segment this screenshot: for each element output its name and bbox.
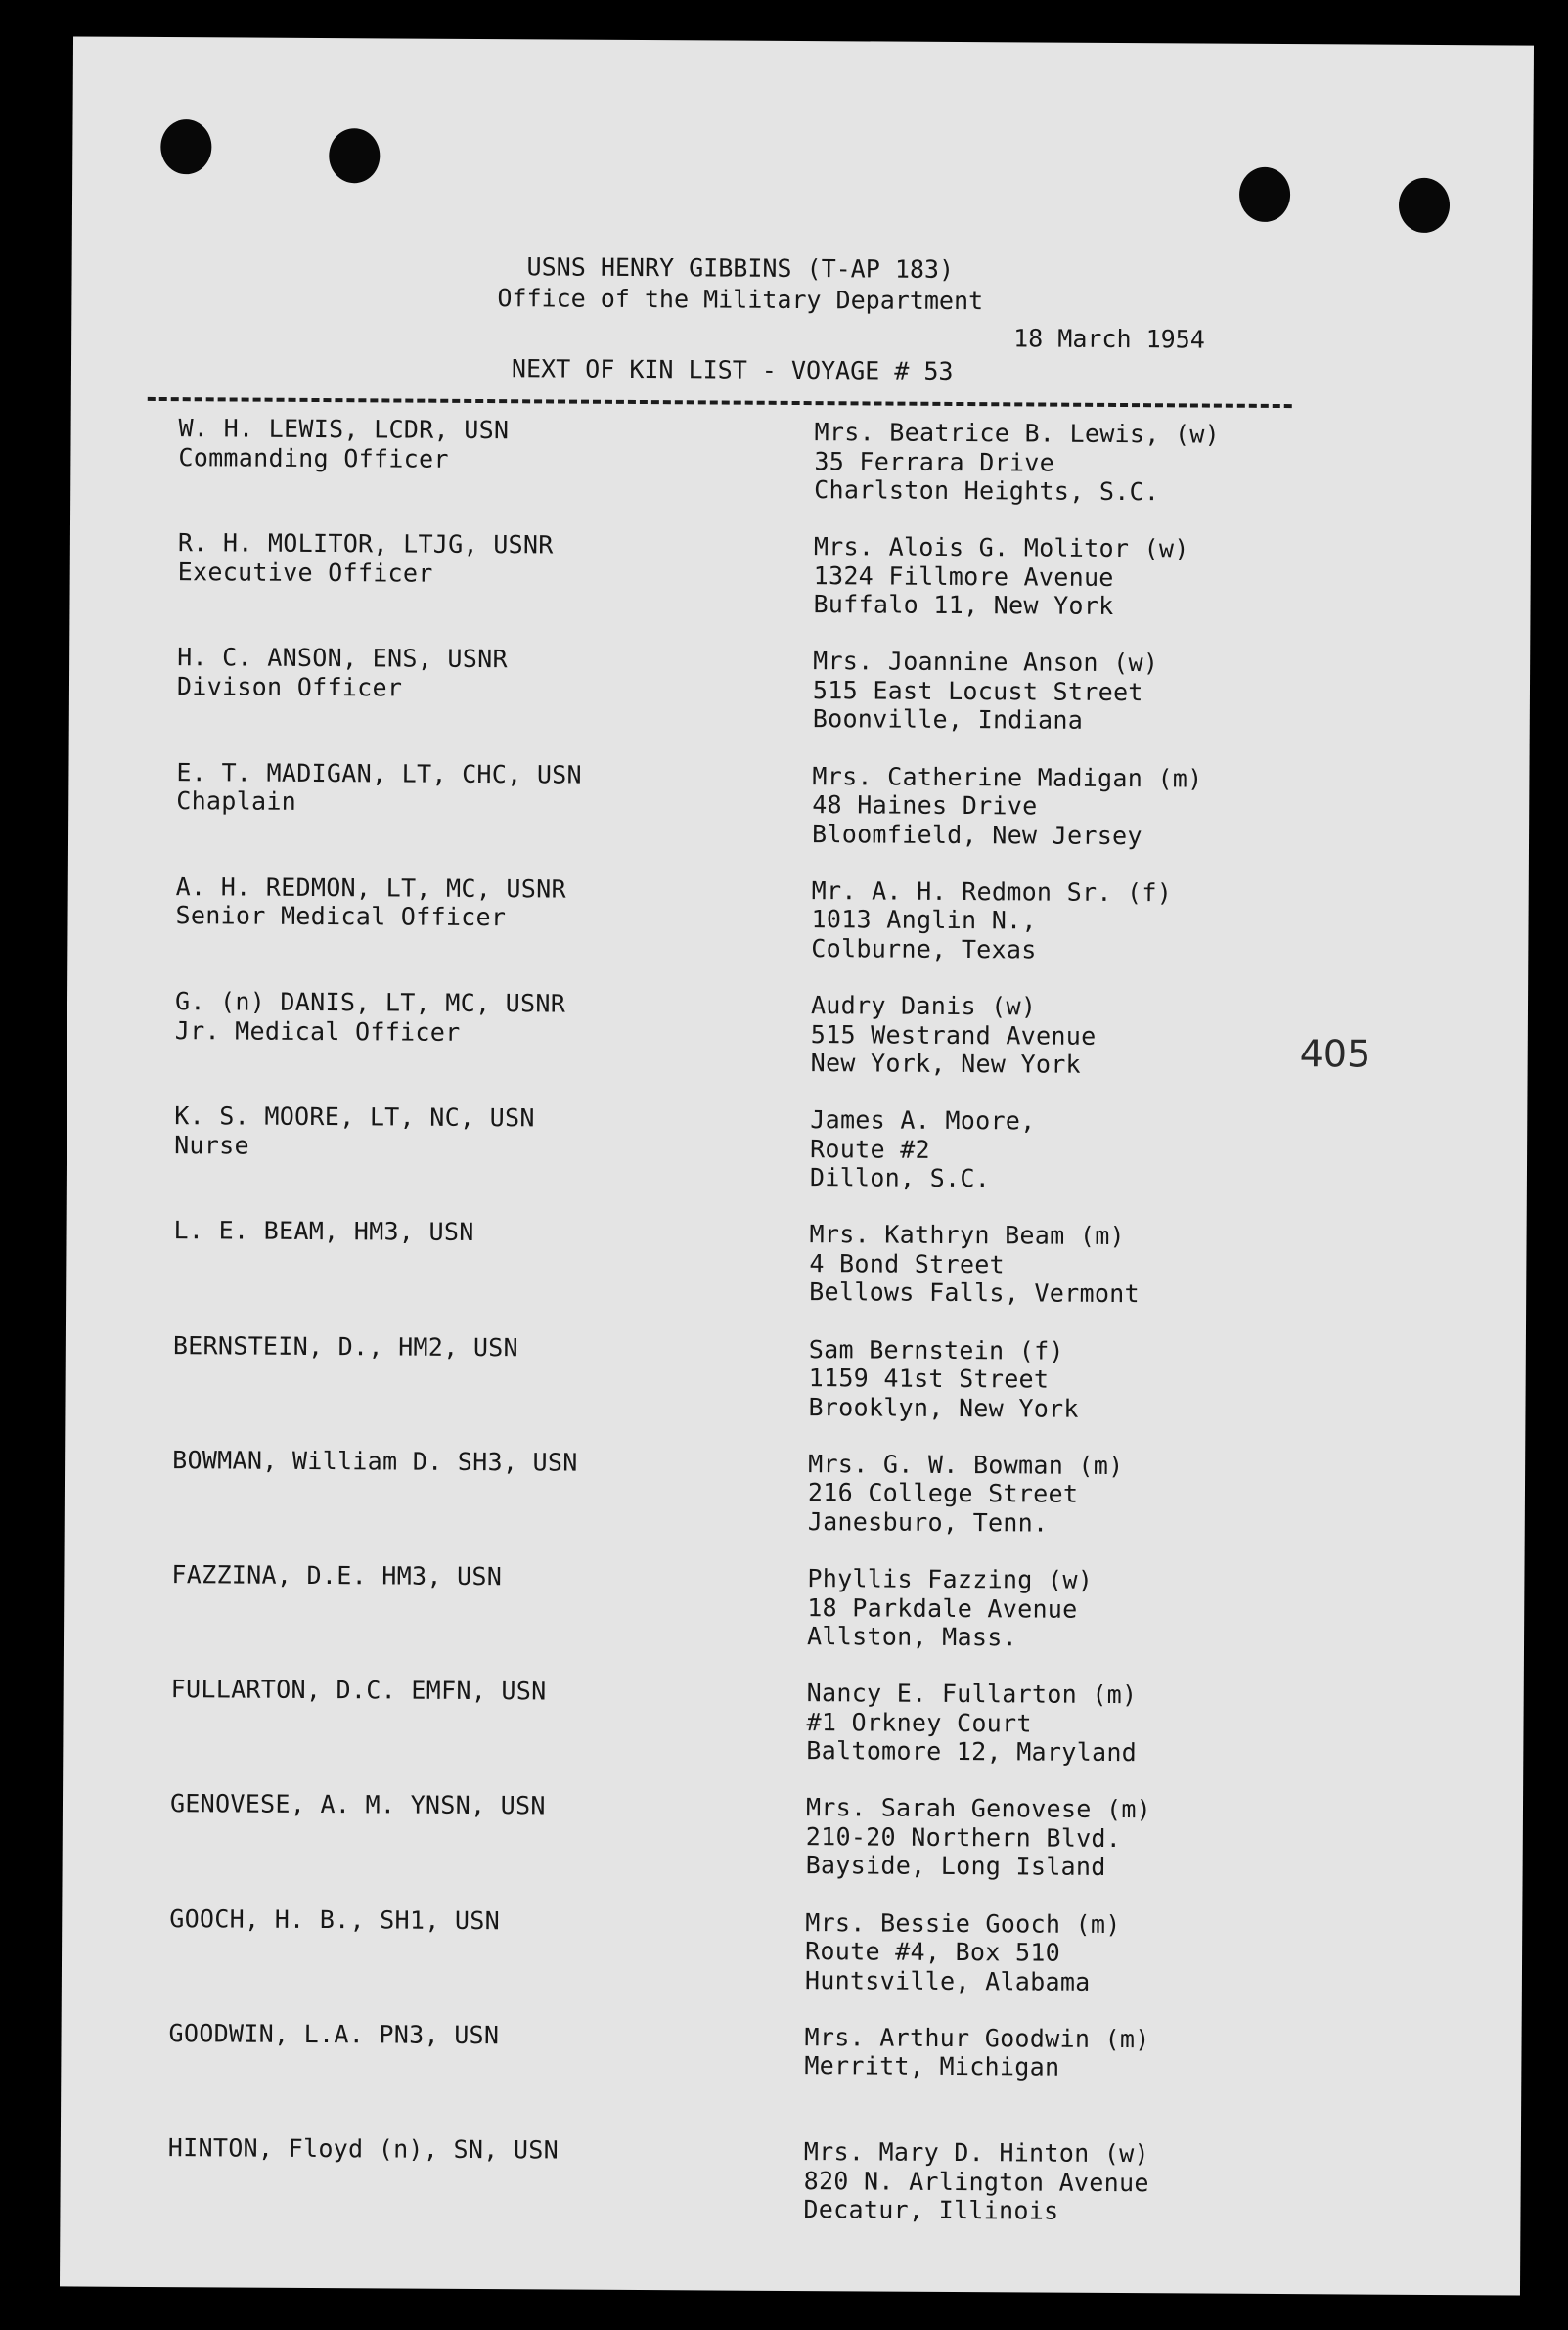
service-member: [178, 414, 509, 473]
next-of-kin: [811, 876, 1172, 965]
punch-hole-icon: [1239, 167, 1290, 222]
kin-address-line: Route #2: [810, 1134, 931, 1164]
service-member: [170, 1789, 546, 1820]
member-title: Nurse: [174, 1130, 249, 1160]
member-name: GOOCH, H. B., SH1, USN: [169, 1904, 501, 1935]
next-of-kin: [804, 2023, 1149, 2083]
kin-name: Mrs. Catherine Madigan (m): [812, 761, 1203, 793]
member-name: FULLARTON, D.C. EMFN, USN: [170, 1675, 547, 1706]
list-entry: [60, 2132, 1521, 2239]
member-title: Divison Officer: [176, 672, 403, 702]
member-name: GENOVESE, A. M. YNSN, USN: [169, 1789, 546, 1820]
service-member: [172, 1446, 578, 1477]
next-of-kin: [812, 762, 1203, 851]
kin-address-line: 1324 Fillmore Avenue: [813, 560, 1114, 592]
kin-name: Mrs. G. W. Bowman (m): [808, 1449, 1124, 1480]
next-of-kin: [806, 1793, 1152, 1882]
kin-name: Mrs. Kathryn Beam (m): [809, 1220, 1126, 1251]
kin-address-line: Buffalo 11, New York: [813, 590, 1114, 621]
kin-address-line: Merritt, Michigan: [804, 2051, 1060, 2082]
kin-address-line: Janesburo, Tenn.: [807, 1506, 1049, 1538]
kin-address-line: 216 College Street: [807, 1478, 1079, 1509]
kin-address-line: Baltomore 12, Maryland: [806, 1736, 1138, 1768]
member-name: L. E. BEAM, HM3, USN: [173, 1216, 474, 1247]
kin-address-line: #1 Orkney Court: [806, 1707, 1032, 1738]
list-entry: [67, 872, 1529, 978]
member-title: Commanding Officer: [178, 442, 449, 473]
kin-address-line: Allston, Mass.: [806, 1622, 1018, 1652]
service-member: [171, 1675, 547, 1706]
list-entry: [67, 1101, 1528, 1208]
next-of-kin: [811, 991, 1097, 1079]
member-name: HINTON, Floyd (n), SN, USN: [167, 2133, 560, 2165]
list-title: NEXT OF KIN LIST - VOYAGE # 53: [511, 354, 954, 385]
list-entry: [63, 1675, 1524, 1781]
kin-address-line: Boonville, Indiana: [812, 704, 1084, 736]
member-name: R. H. MOLITOR, LTJG, USNR: [177, 528, 554, 560]
service-member: [176, 758, 582, 819]
member-name: H. C. ANSON, ENS, USNR: [177, 643, 508, 674]
kin-address-line: Bellows Falls, Vermont: [809, 1277, 1141, 1309]
next-of-kin: [806, 1679, 1137, 1768]
member-title: Senior Medical Officer: [175, 901, 507, 932]
kin-address-line: Huntsville, Alabama: [804, 1965, 1091, 1996]
kin-address-line: 820 N. Arlington Avenue: [803, 2166, 1149, 2197]
list-entry: [62, 1789, 1523, 1896]
service-member: [173, 1331, 518, 1363]
kin-name: Mrs. Bessie Gooch (m): [805, 1907, 1121, 1939]
kin-address-line: New York, New York: [810, 1049, 1082, 1079]
document-page: [60, 36, 1534, 2295]
list-entry: [68, 757, 1530, 864]
member-name: GOODWIN, L.A. PN3, USN: [168, 2018, 500, 2049]
ship-name: USNS HENRY GIBBINS (T-AP 183): [526, 252, 955, 284]
service-member: [168, 2019, 499, 2050]
member-title: Chaplain: [176, 786, 297, 816]
member-name: W. H. LEWIS, LCDR, USN: [178, 414, 510, 445]
kin-address-line: Charlston Heights, S.C.: [814, 475, 1160, 507]
next-of-kin: [807, 1564, 1093, 1652]
list-entry: [61, 2018, 1522, 2125]
list-entry: [70, 413, 1532, 519]
punch-hole-icon: [329, 128, 380, 183]
page-number: 405: [1299, 1032, 1371, 1076]
list-entry: [69, 528, 1531, 635]
kin-address-line: 35 Ferrara Drive: [814, 446, 1055, 477]
service-member: [173, 1217, 473, 1247]
kin-name: Mrs. Arthur Goodwin (m): [804, 2022, 1150, 2054]
list-entry: [66, 1216, 1527, 1322]
kin-address-line: Decatur, Illinois: [803, 2195, 1059, 2225]
kin-name: Mrs. Mary D. Hinton (w): [803, 2137, 1150, 2169]
member-name: K. S. MOORE, LT, NC, USN: [174, 1101, 535, 1133]
service-member: [175, 873, 565, 932]
separator-line: [148, 397, 1292, 408]
kin-address-line: Dillon, S.C.: [809, 1163, 991, 1193]
list-entry: [64, 1559, 1525, 1666]
member-title: Jr. Medical Officer: [174, 1015, 461, 1047]
list-entry: [62, 1904, 1523, 2010]
kin-address-line: Bayside, Long Island: [805, 1851, 1106, 1882]
list-entry: [69, 643, 1531, 749]
service-member: [175, 987, 565, 1047]
next-of-kin: [813, 647, 1159, 736]
kin-address-line: Route #4, Box 510: [805, 1937, 1061, 1967]
kin-name: Mrs. Beatrice B. Lewis, (w): [814, 418, 1221, 449]
kin-address-line: 48 Haines Drive: [812, 790, 1038, 821]
service-member: [178, 528, 554, 588]
kin-address-line: Bloomfield, New Jersey: [811, 819, 1142, 850]
service-member: [171, 1560, 502, 1591]
punch-hole-icon: [160, 119, 211, 174]
punch-hole-icon: [1399, 178, 1450, 233]
next-of-kin: [808, 1450, 1124, 1538]
kin-address-line: Brooklyn, New York: [808, 1392, 1079, 1423]
list-entry: [65, 1330, 1526, 1437]
kin-address-line: 210-20 Northern Blvd.: [805, 1821, 1122, 1853]
next-of-kin: [808, 1335, 1079, 1423]
document-date: 18 March 1954: [1013, 324, 1205, 354]
next-of-kin: [810, 1105, 1036, 1193]
next-of-kin: [809, 1220, 1140, 1309]
member-title: Executive Officer: [177, 557, 433, 588]
kin-address-line: 18 Parkdale Avenue: [807, 1592, 1078, 1624]
service-member: [168, 2133, 559, 2165]
kin-name: Sam Bernstein (f): [808, 1334, 1064, 1366]
office-name: Office of the Military Department: [497, 284, 984, 316]
kin-address-line: 4 Bond Street: [809, 1248, 1006, 1279]
list-entry: [65, 1445, 1526, 1551]
service-member: [174, 1101, 535, 1161]
kin-name: Mrs. Alois G. Molitor (w): [813, 532, 1189, 563]
kin-address-line: Colburne, Texas: [811, 933, 1037, 964]
kin-name: Nancy E. Fullarton (m): [806, 1679, 1138, 1710]
member-name: FAZZINA, D.E. HM3, USN: [171, 1560, 503, 1591]
member-name: E. T. MADIGAN, LT, CHC, USN: [176, 757, 583, 789]
kin-name: James A. Moore,: [810, 1105, 1036, 1136]
kin-name: Phyllis Fazzing (w): [807, 1564, 1094, 1594]
kin-name: Mrs. Joannine Anson (w): [813, 647, 1159, 678]
kin-address-line: 515 Westrand Avenue: [810, 1019, 1097, 1051]
next-of-kin: [814, 418, 1220, 507]
member-name: A. H. REDMON, LT, MC, USNR: [175, 872, 566, 904]
next-of-kin: [805, 1908, 1121, 1996]
list-entry: [67, 986, 1528, 1093]
kin-name: Mr. A. H. Redmon Sr. (f): [811, 875, 1173, 908]
kin-name: Mrs. Sarah Genovese (m): [805, 1793, 1152, 1824]
next-of-kin: [813, 532, 1188, 621]
service-member: [177, 644, 508, 703]
member-name: BERNSTEIN, D., HM2, USN: [172, 1330, 519, 1362]
kin-address-line: 515 East Locust Street: [812, 675, 1143, 707]
member-name: BOWMAN, William D. SH3, USN: [172, 1445, 578, 1477]
next-of-kin: [803, 2137, 1149, 2226]
member-name: G. (n) DANIS, LT, MC, USNR: [174, 987, 566, 1018]
kin-name: Audry Danis (w): [810, 991, 1037, 1021]
service-member: [169, 1904, 500, 1936]
kin-address-line: 1159 41st Street: [808, 1364, 1050, 1394]
kin-address-line: 1013 Anglin N.,: [811, 905, 1037, 935]
